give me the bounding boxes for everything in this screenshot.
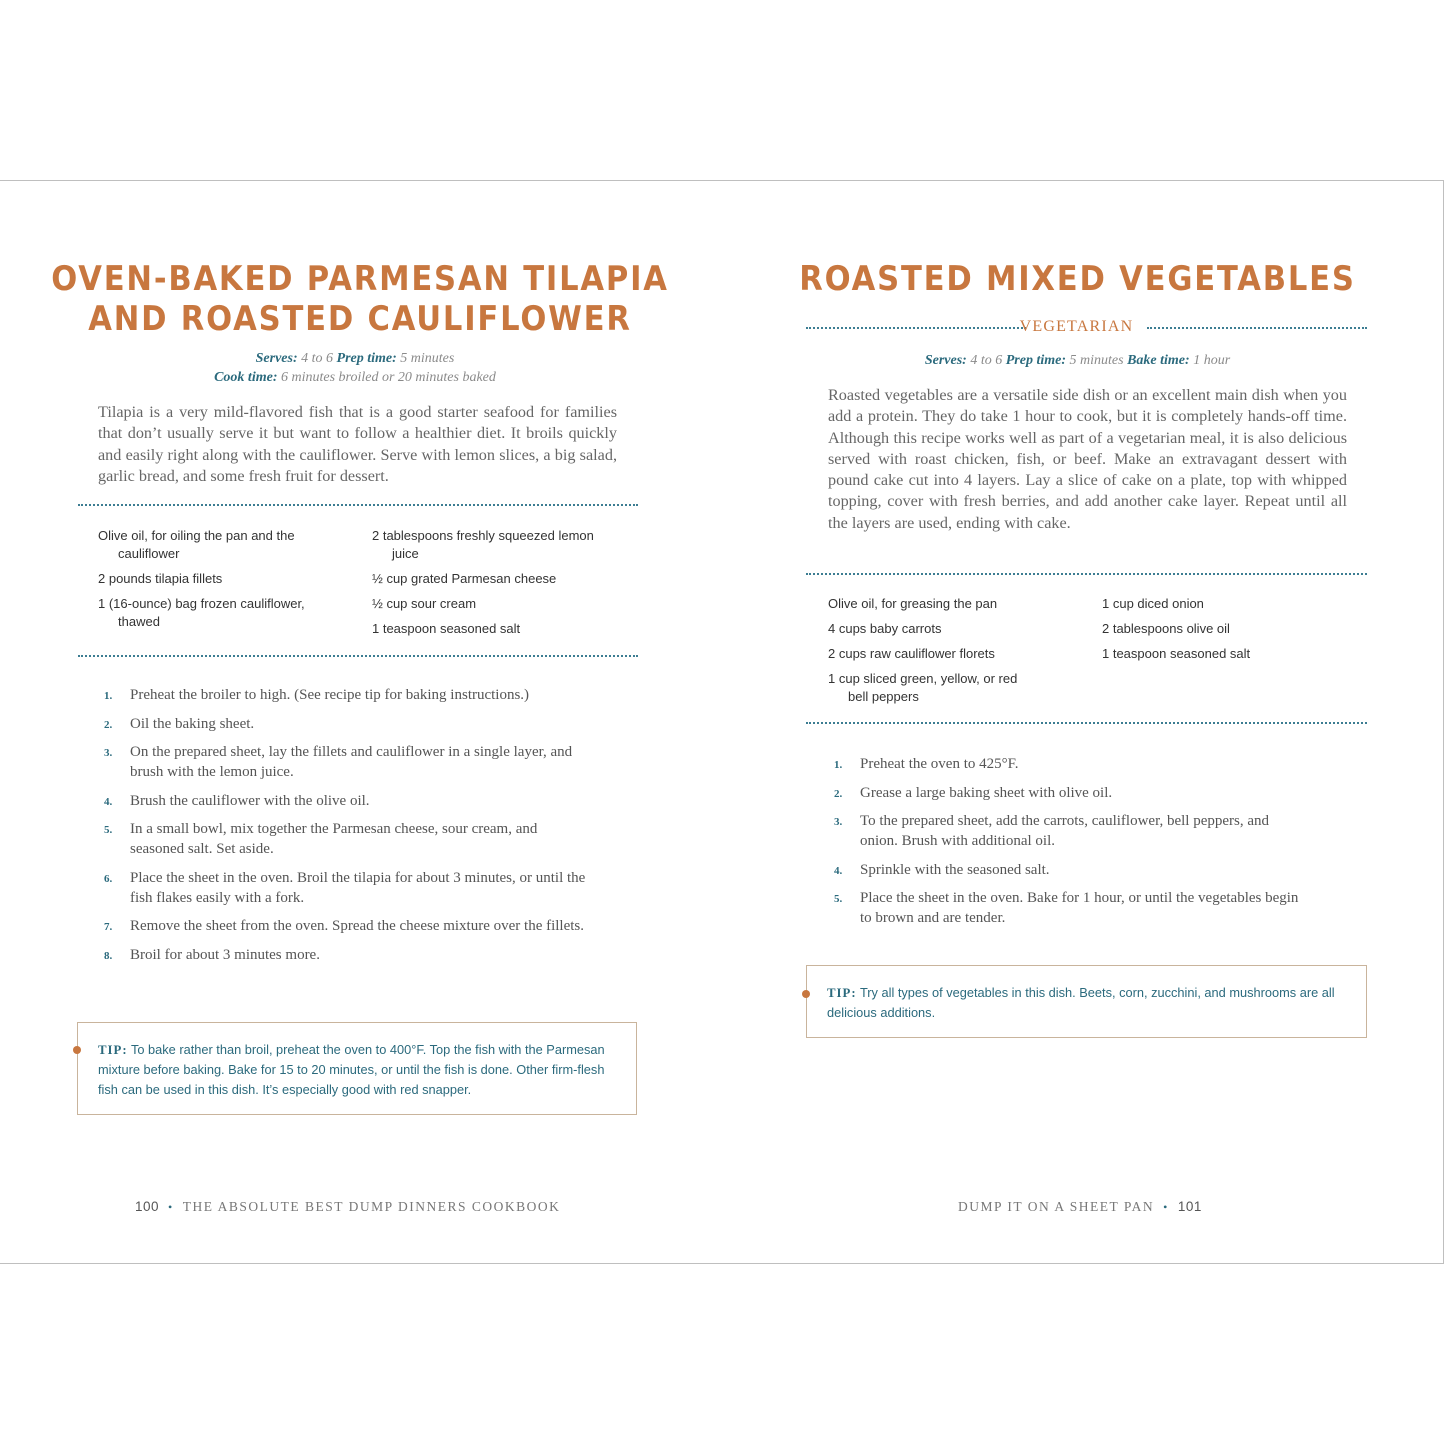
divider [78, 655, 638, 657]
bake-label: Bake time: [1127, 353, 1190, 368]
step-number: 1. [834, 759, 843, 771]
page-number: 101 [1177, 1199, 1202, 1214]
step-number: 4. [104, 795, 113, 808]
recipe-meta [722, 351, 1433, 370]
book-title: THE ABSOLUTE BEST DUMP DINNERS COOKBOOK [182, 1199, 561, 1214]
ingredients-column-2 [1102, 595, 1342, 670]
step-item [828, 754, 1308, 774]
page-footer [958, 1199, 1202, 1215]
book-spread [0, 180, 1444, 1264]
steps-list [828, 754, 1308, 937]
ingredient-item: 1 teaspoon seasoned salt [1102, 646, 1251, 661]
step-text: Sprinkle with the seasoned salt. [860, 861, 1050, 878]
right-page [722, 181, 1443, 1263]
steps-list [98, 685, 588, 973]
ingredient-item: 2 tablespoons freshly squeezed lemon juice [372, 528, 594, 561]
ingredient-item: 1 teaspoon seasoned salt [372, 621, 521, 636]
left-page [0, 181, 720, 1263]
tip-text: Try all types of vegetables in this dish. Beets, corn, zucchini, and mushrooms are all delicious additions. [827, 985, 1335, 1020]
recipe-title-line2: AND ROASTED CAULIFLOWER [88, 299, 632, 339]
step-number: 6. [104, 872, 113, 885]
chapter-title: DUMP IT ON A SHEET PAN [958, 1199, 1155, 1214]
recipe-meta [0, 349, 710, 387]
ingredient-item: Olive oil, for greasing the pan [828, 596, 998, 611]
prep-label: Prep time: [1005, 353, 1067, 368]
tip-bullet-icon [73, 1046, 81, 1054]
step-number: 1. [104, 690, 113, 702]
ingredients-column-1 [828, 595, 1068, 713]
footer-separator-icon: • [168, 1200, 174, 1214]
tip-bullet-icon [802, 990, 810, 998]
step-item [828, 860, 1308, 880]
serves-value: 4 to 6 [970, 353, 1003, 368]
step-item [98, 868, 588, 908]
tip-label: TIP: [98, 1043, 128, 1057]
step-item [98, 791, 588, 811]
step-number: 2. [834, 787, 843, 800]
cook-label: Cook time: [214, 370, 278, 385]
prep-label: Prep time: [336, 351, 397, 366]
ingredient-item: 1 cup diced onion [1102, 596, 1204, 611]
recipe-intro: Roasted vegetables are a versatile side dish or an excellent main dish when you add a protein. They do take 1 hour to cook, but it is completely hands-off time. Although this recipe works well as part of a vegetarian meal, it is also delicious served with roast chicken, fish, or beef. Make an extravagant dessert with pound cake cut into 4 layers. Lay a slice of cake on a plate, top with whipped topping, cover with fresh berries, and add another cake layer. Repeat until all the layers are used, ending with cake. [828, 386, 1347, 532]
bake-value: 1 hour [1193, 353, 1231, 368]
step-number: 3. [104, 747, 113, 759]
ingredient-item: Olive oil, for oiling the pan and the cauliflower [98, 528, 295, 561]
step-item [98, 742, 588, 782]
page-footer [135, 1199, 560, 1215]
tag-label: VEGETARIAN [1019, 318, 1134, 335]
tip-box [806, 965, 1367, 1038]
tip-box [77, 1022, 637, 1115]
prep-value: 5 minutes [400, 351, 455, 366]
ingredient-item: 1 (16-ounce) bag frozen cauliflower, thawed [98, 596, 305, 629]
step-text: Preheat the oven to 425°F. [860, 756, 1019, 772]
serves-label: Serves: [255, 351, 298, 366]
divider [806, 573, 1367, 575]
step-item [98, 819, 588, 859]
ingredient-item: ½ cup grated Parmesan cheese [372, 571, 557, 586]
step-item [828, 888, 1308, 928]
serves-label: Serves: [924, 353, 967, 368]
ingredient-item: 2 tablespoons olive oil [1102, 621, 1230, 636]
step-text: Grease a large baking sheet with olive oil. [860, 784, 1113, 801]
step-item [98, 685, 588, 705]
step-item [98, 714, 588, 734]
step-item [98, 945, 588, 965]
recipe-title-line1: OVEN-BAKED PARMESAN TILAPIA [51, 259, 669, 299]
step-text: Place the sheet in the oven. Broil the tilapia for about 3 minutes, or until the fish flakes easily with a fork. [130, 869, 586, 906]
ingredient-item: 2 pounds tilapia fillets [98, 571, 223, 586]
cook-value: 6 minutes broiled or 20 minutes baked [280, 370, 496, 385]
divider [78, 504, 638, 506]
footer-separator-icon: • [1163, 1200, 1169, 1214]
step-text: Oil the baking sheet. [130, 715, 255, 732]
step-number: 3. [834, 816, 843, 828]
vegetarian-tag [806, 318, 1367, 338]
step-text: Place the sheet in the oven. Bake for 1 hour, or until the vegetables begin to brown and are tender. [860, 890, 1299, 926]
recipe-intro: Tilapia is a very mild-flavored fish that is a good starter seafood for families that don’t usually serve it but want to follow a healthier diet. It broils quickly and easily right along with the cauliflower. Serve with lemon slices, a big salad, garlic bread, and some fresh fruit for dessert. [98, 403, 617, 485]
step-number: 8. [104, 949, 113, 962]
step-number: 5. [834, 893, 843, 905]
step-item [98, 916, 588, 936]
serves-value: 4 to 6 [301, 351, 334, 366]
step-text: In a small bowl, mix together the Parmesan cheese, sour cream, and seasoned salt. Set aside. [130, 821, 538, 857]
tag-divider-right [1147, 327, 1367, 329]
step-text: Remove the sheet from the oven. Spread the cheese mixture over the fillets. [130, 918, 585, 934]
tip-label: TIP: [827, 986, 857, 1000]
step-item [828, 783, 1308, 803]
ingredient-item: 2 cups raw cauliflower florets [828, 646, 995, 661]
ingredients-column-1 [98, 527, 328, 638]
prep-value: 5 minutes [1069, 353, 1124, 368]
step-number: 2. [104, 718, 113, 731]
page-number: 100 [135, 1199, 160, 1214]
step-text: Preheat the broiler to high. (See recipe tip for baking instructions.) [130, 687, 530, 703]
step-text: To the prepared sheet, add the carrots, cauliflower, bell peppers, and onion. Brush with additional oil. [860, 813, 1270, 849]
step-text: On the prepared sheet, lay the fillets and cauliflower in a single layer, and brush with the lemon juice. [130, 744, 573, 780]
ingredient-item: 1 cup sliced green, yellow, or red bell peppers [828, 671, 1018, 704]
step-number: 7. [104, 921, 113, 933]
tip-text: To bake rather than broil, preheat the oven to 400°F. Top the fish with the Parmesan mixture before baking. Bake for 15 to 20 minutes, or until the fish is done. Other firm-flesh fish can be used in this dish. It’s especially good with red snapper. [98, 1042, 605, 1097]
ingredient-item: ½ cup sour cream [372, 596, 477, 611]
step-text: Brush the cauliflower with the olive oil. [130, 792, 370, 809]
divider [806, 722, 1367, 724]
step-text: Broil for about 3 minutes more. [130, 946, 320, 963]
step-number: 4. [834, 864, 843, 877]
step-number: 5. [104, 824, 113, 836]
ingredients-column-2 [372, 527, 602, 645]
ingredient-item: 4 cups baby carrots [828, 621, 942, 636]
step-item [828, 811, 1308, 851]
recipe-title: ROASTED MIXED VEGETABLES [799, 259, 1356, 299]
